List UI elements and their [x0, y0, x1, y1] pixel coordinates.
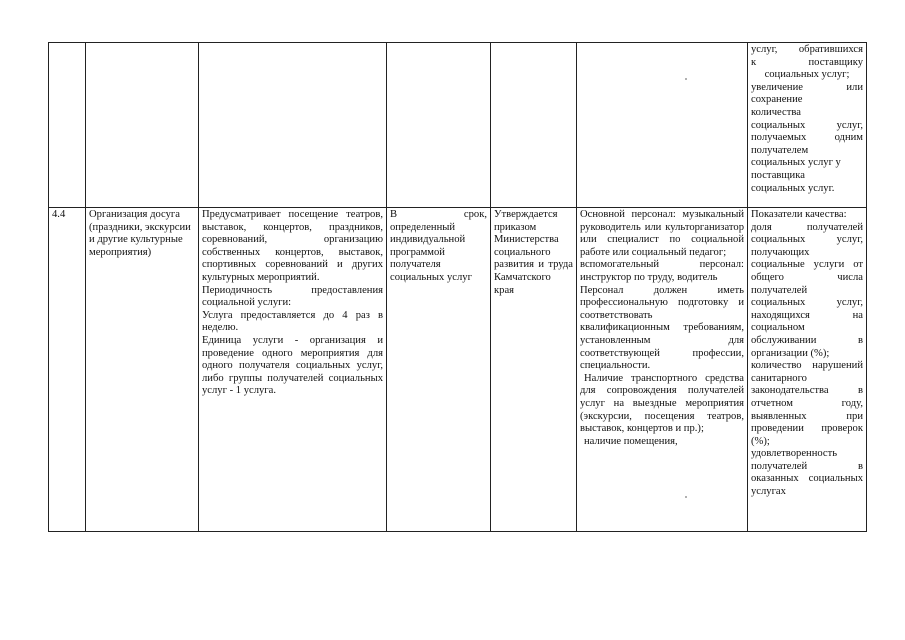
cell-description: [199, 208, 387, 532]
conditions-paragraph: Персонал должен иметь профессиональную подготовку и соответствовать квалификационным требованиям, установленным для соответствующей профессии, специальности.: [580, 284, 744, 372]
conditions-paragraph: Наличие транспортного средства для сопровождения получателей услуг на выездные мероприятия (экскурсии, посещения театров, выставок, концертов и пр.);: [580, 372, 744, 435]
cell-term: [387, 208, 491, 532]
results-line: количества: [751, 106, 801, 118]
tariff-text: Утверждается приказом Министерства социального развития и труда Камчатского края: [494, 209, 573, 296]
description-paragraph: Единица услуги - организация и проведение одного мероприятия для одного получателя социальных услуг, либо группы получателей социальных услуг - 1 услуга.: [202, 334, 383, 397]
cell-results-continuation: [748, 43, 867, 208]
cell-description-empty: [199, 43, 387, 208]
scan-speck: [685, 496, 687, 498]
results-line: социальных услуг у: [751, 157, 841, 169]
cell-number: 4.4: [49, 208, 86, 532]
cell-service-name: [86, 208, 199, 532]
quality-paragraph: количество нарушений санитарного законодательства в отчетном году, выявленных при проведении проверок (%);: [751, 360, 863, 447]
quality-paragraph: удовлетворенность получателей в оказанных социальных услугах: [751, 448, 863, 498]
description-paragraph: Предусматривает посещение театров, выставок, концертов, праздников, соревнований, организацию собственных концертов, выставок, спортивных соревнований и других культурных мероприятий.: [202, 209, 383, 283]
conditions-paragraph: вспомогательный персонал: инструктор по труду, водитель: [580, 259, 744, 283]
results-line: социальных услуг.: [751, 182, 835, 194]
results-line: увеличение или: [751, 81, 863, 93]
results-line: услуг, обратившихся: [751, 44, 863, 55]
services-table: [48, 42, 867, 532]
cell-name-empty: [86, 43, 199, 208]
results-line: поставщика: [751, 169, 805, 181]
cell-conditions: [577, 208, 748, 532]
results-line: социальных услуг,: [751, 119, 863, 131]
results-line: получаемых одним: [751, 132, 863, 144]
conditions-paragraph: наличие помещения,: [584, 435, 678, 447]
description-paragraph: Периодичность предоставления социальной услуги:: [202, 284, 383, 309]
results-line: социальных услуг;: [764, 69, 850, 81]
scan-speck: [685, 78, 687, 80]
service-name: Организация досуга (праздники, экскурсии и другие культурные мероприятия): [89, 209, 191, 258]
quality-paragraph: Показатели качества:: [751, 209, 847, 220]
cell-quality-indicators: [748, 208, 867, 532]
table-row-continuation: [49, 43, 867, 208]
cell-tariff: [491, 208, 577, 532]
cell-term-empty: [387, 43, 491, 208]
term-text: В срок, определенный индивидуальной программой получателя социальных услуг: [390, 209, 487, 283]
results-line: получателем: [751, 144, 809, 156]
conditions-paragraph: Основной персонал: музыкальный руководитель или культорганизатор или специалист по социальной работе или социальный педагог;: [580, 209, 744, 258]
quality-paragraph: доля получателей социальных услуг, получающих социальные услуги от общего числа получателей социальных услуг, находящихся на социальном обслуживании в организации (%);: [751, 221, 863, 359]
cell-number-empty: [49, 43, 86, 208]
results-line: к поставщику: [751, 56, 863, 68]
cell-conditions-empty: [577, 43, 748, 208]
results-line: сохранение: [751, 94, 803, 106]
description-paragraph: Услуга предоставляется до 4 раз в неделю.: [202, 309, 383, 334]
table-row-4-4: [49, 208, 867, 532]
cell-tariff-empty: [491, 43, 577, 208]
